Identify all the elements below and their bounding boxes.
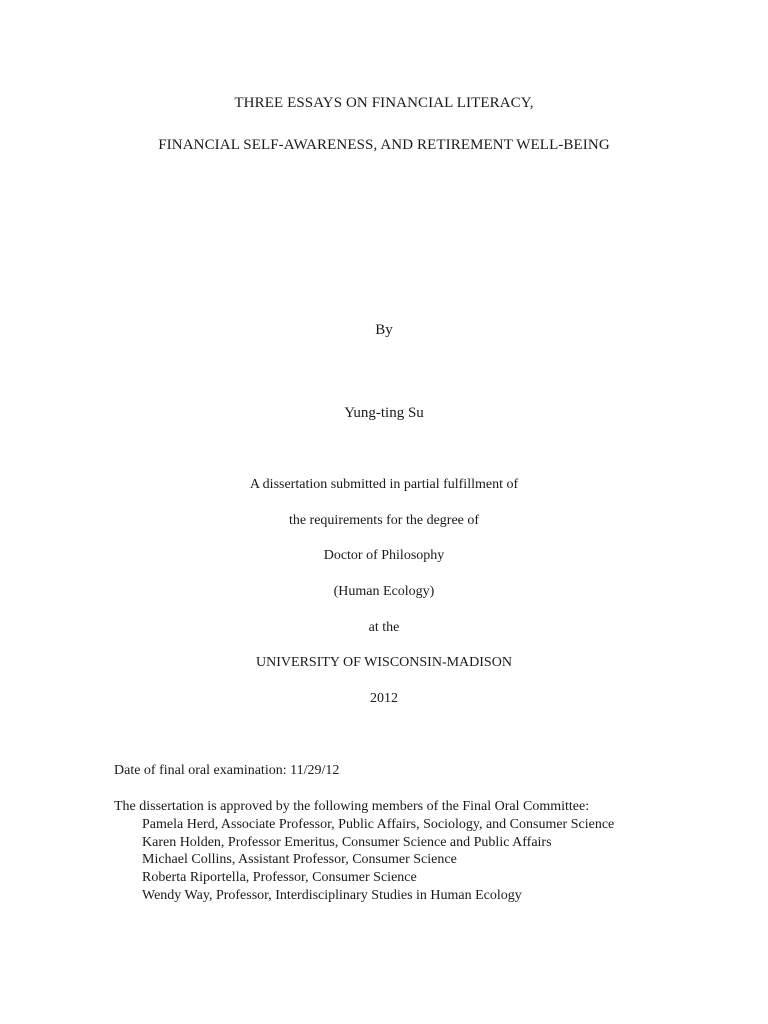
author-name: Yung-ting Su	[344, 405, 424, 421]
year: 2012	[370, 691, 398, 706]
university-name: UNIVERSITY OF WISCONSIN-MADISON	[256, 655, 512, 670]
exam-date: Date of final oral examination: 11/29/12	[114, 763, 340, 778]
submission-line: A dissertation submitted in partial fulfillment of	[249, 477, 519, 492]
committee-member: Michael Collins, Assistant Professor, Consumer Science	[142, 852, 457, 867]
title-line-2: FINANCIAL SELF-AWARENESS, AND RETIREMENT WELL-BEING	[158, 137, 610, 153]
title-line-1: THREE ESSAYS ON FINANCIAL LITERACY,	[234, 95, 534, 111]
submission-line: at the	[368, 620, 400, 635]
committee-member: Pamela Herd, Associate Professor, Public Affairs, Sociology, and Consumer Science	[142, 817, 615, 832]
degree-name: Doctor of Philosophy	[323, 548, 445, 563]
committee-member: Roberta Riportella, Professor, Consumer Science	[142, 870, 417, 885]
committee-member: Wendy Way, Professor, Interdisciplinary Studies in Human Ecology	[142, 888, 522, 903]
committee-member: Karen Holden, Professor Emeritus, Consumer Science and Public Affairs	[142, 835, 552, 850]
submission-line: the requirements for the degree of	[288, 513, 480, 528]
committee-intro: The dissertation is approved by the following members of the Final Oral Committee:	[114, 799, 590, 814]
by-label: By	[375, 322, 393, 338]
degree-field: (Human Ecology)	[333, 584, 435, 599]
